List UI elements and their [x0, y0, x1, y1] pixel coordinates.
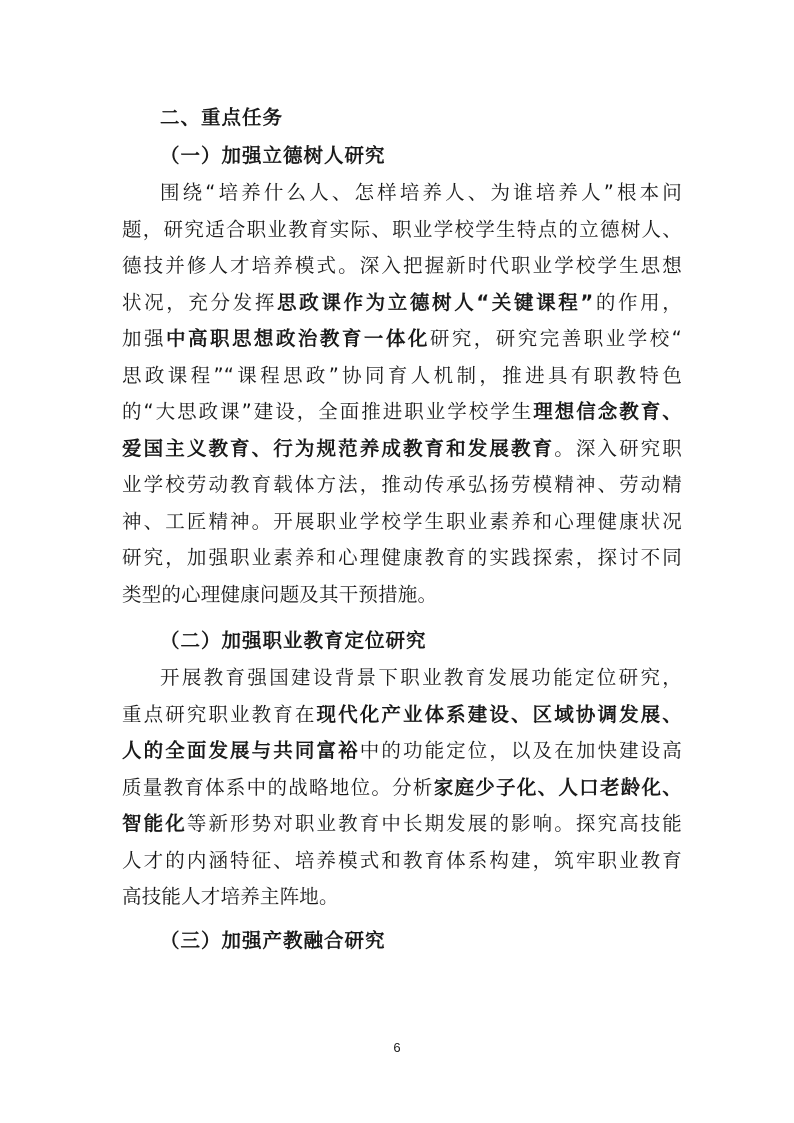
- paragraph-line: [122, 543, 682, 573]
- text-run: 中的功能定位，以及在加快建设高: [359, 739, 682, 762]
- bold-text: 中高职思想政治教育一体化: [165, 327, 430, 350]
- paragraph-line: [122, 846, 682, 876]
- paragraph-line: [122, 251, 682, 281]
- paragraph-line: [122, 700, 682, 730]
- text-run: 的“大思政课”建设，全面推进职业学校学生: [122, 400, 534, 423]
- section-heading: 二、重点任务: [160, 106, 284, 129]
- subsection-title-1: （一）加强立德树人研究: [160, 144, 386, 167]
- text-run: 开展教育强国建设背景下职业教育发展功能定位研究，: [160, 666, 682, 689]
- text-run: 围绕“培养什么人、怎样培养人、为谁培养人”根本问: [160, 181, 682, 204]
- text-run: 研究，加强职业素养和心理健康教育的实践探索，探讨不同: [122, 546, 682, 569]
- text-run: 类型的心理健康问题及其干预措施。: [122, 582, 438, 606]
- text-run: 高技能人才培养主阵地。: [122, 885, 339, 908]
- text-run: 的作用，: [593, 290, 682, 314]
- subsection-title-3: （三）加强产教融合研究: [160, 929, 386, 952]
- bold-text: 家庭少子化、人口老龄化、: [433, 775, 682, 799]
- text-run: 重点研究职业教育在: [122, 702, 317, 726]
- paragraph-line: [122, 288, 682, 318]
- text-run: 德技并修人才培养模式。深入把握新时代职业学校学生思想: [122, 254, 682, 277]
- paragraph-line: [122, 736, 682, 766]
- text-run: 题，研究适合职业教育实际、职业学校学生特点的立德树人、: [122, 217, 682, 241]
- page-number: 6: [393, 1040, 401, 1055]
- text-run: 神、工匠精神。开展职业学校学生职业素养和心理健康状况: [122, 509, 682, 533]
- bold-text: 爱国主义教育、行为规范养成教育和发展教育: [122, 436, 555, 460]
- paragraph-line: [122, 580, 682, 610]
- paragraph-line: [122, 434, 682, 464]
- bold-text: 人的全面发展与共同富裕: [122, 739, 360, 762]
- text-run: 质量教育体系中的战略地位。分析: [122, 775, 434, 799]
- subsection-title-2: （二）加强职业教育定位研究: [160, 629, 427, 652]
- text-run: 状况，充分发挥: [122, 290, 278, 314]
- paragraph-line: [122, 215, 682, 245]
- paragraph-line: [160, 663, 682, 693]
- bold-text: 理想信念教育、: [533, 400, 682, 423]
- paragraph-line: [122, 470, 682, 500]
- bold-text: 思政课作为立德树人“关键课程”: [277, 290, 594, 314]
- bold-text: 智能化: [122, 812, 187, 835]
- paragraph-line: [122, 361, 682, 391]
- text-run: 等新形势对职业教育中长期发展的影响。探究高技能: [186, 812, 682, 835]
- paragraph-line: [122, 324, 682, 354]
- bold-text: 现代化产业体系建设、区域协调发展、: [316, 702, 682, 726]
- text-run: 业学校劳动教育载体方法，推动传承弘扬劳模精神、劳动精: [122, 473, 682, 496]
- paragraph-line: [122, 882, 682, 912]
- paragraph-line: [122, 507, 682, 537]
- text-run: 人才的内涵特征、培养模式和教育体系构建，筑牢职业教育: [122, 848, 682, 872]
- paragraph-line: [160, 178, 682, 208]
- text-run: 思政课程”“课程思政”协同育人机制，推进具有职教特色: [122, 363, 682, 387]
- text-run: 加强: [122, 327, 166, 350]
- paragraph-line: [122, 397, 682, 427]
- paragraph-line: [122, 773, 682, 803]
- text-run: 。深入研究职: [554, 436, 682, 460]
- text-run: 研究，研究完善职业学校“: [429, 327, 682, 350]
- paragraph-line: [122, 809, 682, 839]
